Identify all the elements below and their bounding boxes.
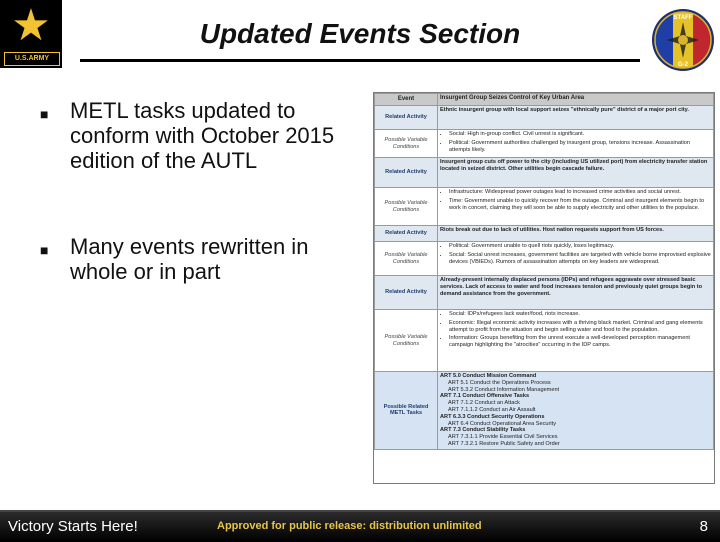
metl-subtask: ART 5.3.2 Conduct Information Management [448,386,560,393]
metl-tasks-label: Possible Related METL Tasks [375,372,438,450]
bullet-metl-tasks [40,98,340,173]
possible-conditions-label: Possible Variable Conditions [375,188,438,226]
table-row [375,226,714,242]
us-army-logo [0,0,62,68]
table-row [375,158,714,188]
footer-release-statement: Approved for public release: distribution unlimited [217,520,482,532]
slide-title: Updated Events Section [199,18,521,49]
g2-seal-icon [651,8,715,72]
related-activity-text: Ethnic insurgent group with local support seizes "ethnically pure" district of a major port city. [438,106,714,130]
table-header-row [375,94,714,106]
army-star-icon: ★ [11,0,51,51]
army-logo-text: U.S.ARMY [4,52,60,66]
related-activity-text: Riots break out due to lack of utilities. Host nation requests support from US forces. [438,226,714,242]
col-event-header: Event [375,94,438,106]
square-bullet-icon: ■ [40,242,49,258]
table-row [375,242,714,276]
possible-conditions-label: Possible Variable Conditions [375,242,438,276]
condition-item: • Information: Groups benefiting from the unrest execute a well-developed perception management campaign highlighting the "atrocities" occurring in the IDP camps. [449,335,711,349]
condition-item: • Economic: Illegal economic activity increases with a thriving black market. Criminal and gang elements attempt to profit from the situation and begin selling water and food to the population. [449,320,711,334]
condition-item: • Political: Government authorities challenged by insurgent group, tensions increase. Assassination attempts likely. [449,140,711,154]
metl-task: ART 7.1 Conduct Offensive Tasks [440,393,530,400]
metl-subtask: ART 6.4 Conduct Operational Area Security [448,420,556,427]
condition-item: • Social: IDPs/refugees lack water/food, riots increase. [449,311,711,318]
metl-task: ART 6.3.3 Conduct Security Operations [440,413,545,420]
page-number: 8 [699,518,708,535]
condition-item: • Political: Government unable to quell riots quickly, loses legitimacy. [449,243,711,250]
table-row [375,130,714,158]
events-document-image [373,92,715,484]
seal-bottom-text: G-2 [677,62,689,68]
condition-item: • Infrastructure: Widespread power outages lead to increased crime activities and social unrest. [449,189,711,196]
table-row [375,372,714,450]
col-title-header: Insurgent Group Seizes Control of Key Urban Area [438,94,714,106]
bullet-text: METL tasks updated to conform with October 2015 edition of the AUTL [70,98,335,173]
table-row [375,188,714,226]
title-underline [80,59,640,62]
footer-bar [0,510,720,542]
related-activity-text: Insurgent group cuts off power to the city (including US utilized port) from electricity transfer station located in seized district. Other utilities begin cascade failure. [438,158,714,188]
events-table [374,93,714,450]
metl-subtask: ART 5.1 Conduct the Operations Process [448,379,551,386]
related-activity-label: Related Activity [375,276,438,310]
condition-item: • Social: High in-group conflict. Civil unrest is significant. [449,131,711,138]
condition-item: • Social: Social unrest increases, government facilities are targeted with vehicle borne improvised explosive devices (VBIEDs). Rumors of assassination attempts on key leaders are widespread. [449,252,711,266]
square-bullet-icon: ■ [40,106,49,122]
metl-subtask: ART 7.1.1.2 Conduct an Air Assault [448,406,536,413]
metl-subtask: ART 7.3.2.1 Restore Public Safety and Order [448,440,560,447]
table-row [375,106,714,130]
metl-task: ART 5.0 Conduct Mission Command [440,373,537,379]
possible-conditions-label: Possible Variable Conditions [375,310,438,372]
related-activity-label: Related Activity [375,226,438,242]
metl-task: ART 7.3 Conduct Stability Tasks [440,427,526,434]
table-row [375,310,714,372]
table-row [375,276,714,310]
condition-item: • Time: Government unable to quickly recover from the outage. Criminal and insurgent elements begin to work in concert, claiming they will soon be able to supply electricity and other utilities to the populace. [449,198,711,212]
metl-tasks-list [438,372,714,450]
bullet-events-rewritten [40,234,340,284]
related-activity-label: Related Activity [375,106,438,130]
possible-conditions-label: Possible Variable Conditions [375,130,438,158]
footer-slogan: Victory Starts Here! [8,518,138,535]
metl-subtask: ART 7.3.1.1 Provide Essential Civil Services [448,434,558,441]
related-activity-text: Already-present internally displaced persons (IDPs) and refugees aggravate over stressed basic services. Lack of access to water and food increases tension and previously quiet groups begin to demand assistance from the government. [438,276,714,310]
metl-subtask: ART 7.1.2 Conduct an Attack [448,400,520,407]
seal-top-text: STAFF [673,15,693,21]
related-activity-label: Related Activity [375,158,438,188]
bullet-text: Many events rewritten in whole or in part [70,234,309,284]
